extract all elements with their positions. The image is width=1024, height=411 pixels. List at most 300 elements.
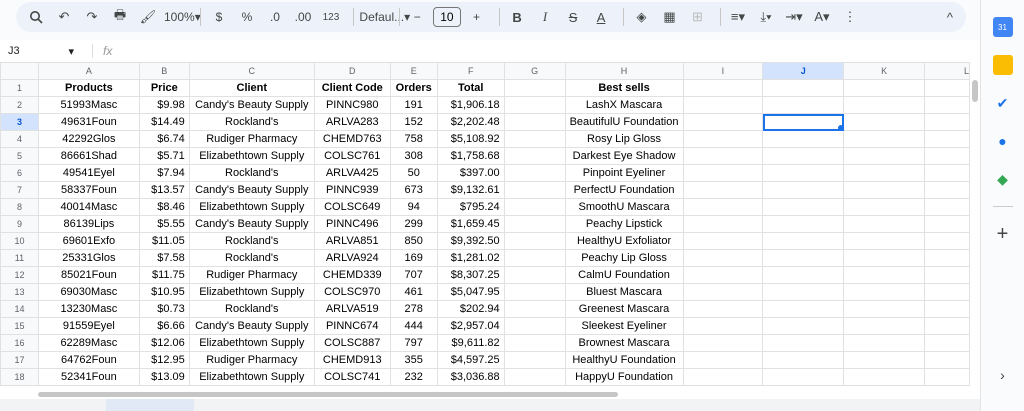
cell-price[interactable]: $0.73 (139, 301, 189, 318)
cell-orders[interactable]: 355 (390, 352, 437, 369)
column-header-k[interactable]: K (844, 63, 925, 80)
cell-total[interactable]: $8,307.25 (437, 267, 504, 284)
cell[interactable] (763, 216, 844, 233)
cell-client[interactable]: Candy's Beauty Supply (189, 216, 314, 233)
cell[interactable] (504, 80, 565, 97)
cell-price[interactable]: $11.75 (139, 267, 189, 284)
cell[interactable] (844, 199, 925, 216)
cell-price[interactable]: $8.46 (139, 199, 189, 216)
more-formats-button[interactable]: 123 (322, 11, 340, 23)
cell[interactable] (844, 301, 925, 318)
add-icon[interactable]: + (996, 222, 1009, 245)
cell-best-sells[interactable]: Brownest Mascara (565, 335, 683, 352)
cell-client[interactable]: Elizabethtown Supply (189, 148, 314, 165)
column-header-h[interactable]: H (565, 63, 683, 80)
cell[interactable] (683, 233, 763, 250)
row-header[interactable]: 2 (1, 97, 39, 114)
cell-client[interactable]: Elizabethtown Supply (189, 199, 314, 216)
cell-best-sells[interactable]: Pinpoint Eyeliner (565, 165, 683, 182)
cell[interactable] (683, 369, 763, 386)
italic-button[interactable]: I (542, 9, 548, 24)
cell[interactable] (844, 216, 925, 233)
cell-orders[interactable]: 673 (390, 182, 437, 199)
cell-best-sells[interactable]: Rosy Lip Gloss (565, 131, 683, 148)
cell-total[interactable]: $397.00 (437, 165, 504, 182)
cell[interactable] (763, 182, 844, 199)
strikethrough-button[interactable]: S (568, 9, 578, 25)
row-header[interactable]: 15 (1, 318, 39, 335)
column-header-b[interactable]: B (139, 63, 189, 80)
cell-total[interactable]: $9,392.50 (437, 233, 504, 250)
cell-orders[interactable]: 461 (390, 284, 437, 301)
header-client-code[interactable]: Client Code (314, 80, 390, 97)
cell-price[interactable]: $13.09 (139, 369, 189, 386)
cell[interactable] (844, 335, 925, 352)
cell[interactable] (925, 80, 970, 97)
cell[interactable] (504, 318, 565, 335)
table-row (1, 301, 970, 318)
cell[interactable] (683, 148, 763, 165)
formula-bar (0, 40, 980, 62)
cell-product[interactable]: 40014Masc (38, 199, 139, 216)
cell-total[interactable]: $1,281.02 (437, 250, 504, 267)
column-header-l[interactable]: L (925, 63, 970, 80)
cell[interactable] (925, 148, 970, 165)
cell[interactable] (683, 267, 763, 284)
cell[interactable] (683, 284, 763, 301)
percent-format-button[interactable]: % (241, 10, 253, 24)
cell-total[interactable]: $202.94 (437, 301, 504, 318)
cell-price[interactable]: $5.55 (139, 216, 189, 233)
contacts-icon[interactable]: ● (998, 133, 1007, 149)
cell[interactable] (763, 284, 844, 301)
cell[interactable] (844, 233, 925, 250)
cell-client[interactable]: Rudiger Pharmacy (189, 131, 314, 148)
cell[interactable] (504, 199, 565, 216)
cell-best-sells[interactable]: Sleekest Eyeliner (565, 318, 683, 335)
cell[interactable] (844, 114, 925, 131)
cell-total[interactable]: $5,047.95 (437, 284, 504, 301)
cell-price[interactable]: $6.66 (139, 318, 189, 335)
cell-product[interactable]: 13230Masc (38, 301, 139, 318)
cell-client[interactable]: Candy's Beauty Supply (189, 318, 314, 335)
sheet-tabs-bar (0, 399, 980, 411)
cell[interactable] (844, 182, 925, 199)
cell[interactable] (683, 97, 763, 114)
row-header[interactable]: 16 (1, 335, 39, 352)
decrease-decimal-button[interactable]: .0 (269, 10, 280, 24)
decrease-font-size-button[interactable]: − (413, 10, 421, 24)
cell[interactable] (925, 335, 970, 352)
cell-best-sells[interactable]: Peachy Lip Gloss (565, 250, 683, 267)
cell[interactable] (925, 165, 970, 182)
cell-client-code[interactable]: COLSC761 (314, 148, 390, 165)
header-products[interactable]: Products (38, 80, 139, 97)
header-orders[interactable]: Orders (390, 80, 437, 97)
row-header[interactable]: 5 (1, 148, 39, 165)
scrollbar-thumb[interactable] (972, 80, 978, 102)
cell[interactable] (925, 97, 970, 114)
cell-client[interactable]: Rockland's (189, 165, 314, 182)
redo-icon[interactable]: ↷ (86, 9, 98, 24)
cell-client-code[interactable]: PINNC496 (314, 216, 390, 233)
cell[interactable] (683, 114, 763, 131)
cell-total[interactable]: $1,906.18 (437, 97, 504, 114)
cell-product[interactable]: 64762Foun (38, 352, 139, 369)
cell[interactable] (925, 199, 970, 216)
cell[interactable] (844, 148, 925, 165)
cell-best-sells[interactable]: Darkest Eye Shadow (565, 148, 683, 165)
cell-price[interactable]: $13.57 (139, 182, 189, 199)
cell[interactable] (683, 335, 763, 352)
cell[interactable] (504, 114, 565, 131)
vertical-align-icon[interactable]: ⤓▾ (760, 9, 772, 24)
increase-font-size-button[interactable]: + (473, 10, 481, 24)
cell[interactable] (683, 352, 763, 369)
cell[interactable] (925, 352, 970, 369)
cell-client-code[interactable]: ARLVA283 (314, 114, 390, 131)
cell[interactable] (844, 352, 925, 369)
cell-client-code[interactable]: COLSC741 (314, 369, 390, 386)
cell-client[interactable]: Rudiger Pharmacy (189, 267, 314, 284)
cell-price[interactable]: $11.05 (139, 233, 189, 250)
cell-best-sells[interactable]: HappyU Foundation (565, 369, 683, 386)
row-header[interactable]: 13 (1, 284, 39, 301)
cell-client[interactable]: Rockland's (189, 250, 314, 267)
cell-total[interactable]: $795.24 (437, 199, 504, 216)
cell[interactable] (925, 301, 970, 318)
table-row (1, 352, 970, 369)
collapse-toolbar-icon[interactable]: ^ (946, 9, 954, 25)
cell[interactable] (504, 301, 565, 318)
cell[interactable] (683, 216, 763, 233)
row-header[interactable]: 1 (1, 80, 39, 97)
table-row (1, 369, 970, 386)
cell[interactable] (504, 216, 565, 233)
cell-client[interactable]: Elizabethtown Supply (189, 284, 314, 301)
cell[interactable] (763, 131, 844, 148)
cell[interactable] (763, 267, 844, 284)
row-header[interactable]: 12 (1, 267, 39, 284)
cell[interactable] (763, 301, 844, 318)
header-price[interactable]: Price (139, 80, 189, 97)
row-header[interactable]: 11 (1, 250, 39, 267)
cell[interactable] (504, 165, 565, 182)
cell[interactable] (763, 250, 844, 267)
fill-color-icon[interactable]: ◈ (636, 9, 647, 24)
font-select[interactable] (359, 5, 411, 29)
cell-total[interactable]: $9,611.82 (437, 335, 504, 352)
row-header[interactable]: 7 (1, 182, 39, 199)
cell-best-sells[interactable]: Greenest Mascara (565, 301, 683, 318)
cell[interactable] (504, 250, 565, 267)
cell-product[interactable]: 86661Shad (38, 148, 139, 165)
horizontal-scrollbar[interactable] (0, 389, 980, 399)
text-wrap-icon[interactable]: ⇥▾ (785, 9, 803, 24)
cell-best-sells[interactable]: LashX Mascara (565, 97, 683, 114)
cell-client[interactable]: Candy's Beauty Supply (189, 182, 314, 199)
cell-price[interactable]: $6.74 (139, 131, 189, 148)
tasks-icon[interactable]: ✔ (996, 94, 1009, 111)
increase-decimal-button[interactable]: .00 (294, 10, 312, 24)
cell-client-code[interactable]: ARLVA425 (314, 165, 390, 182)
cell-product[interactable]: 49541Eyel (38, 165, 139, 182)
cell-client-code[interactable]: PINNC939 (314, 182, 390, 199)
cell-client[interactable]: Rockland's (189, 301, 314, 318)
table-row (1, 250, 970, 267)
cell[interactable] (844, 250, 925, 267)
cell[interactable] (504, 267, 565, 284)
cell[interactable] (844, 318, 925, 335)
zoom-select[interactable] (164, 5, 201, 29)
cell[interactable] (683, 250, 763, 267)
cell-orders[interactable]: 94 (390, 199, 437, 216)
cell-client[interactable]: Rudiger Pharmacy (189, 352, 314, 369)
cell-price[interactable]: $5.71 (139, 148, 189, 165)
calendar-icon[interactable]: 31 (993, 17, 1013, 37)
cell[interactable] (504, 352, 565, 369)
cell-total[interactable]: $3,036.88 (437, 369, 504, 386)
cell-orders[interactable]: 278 (390, 301, 437, 318)
keep-icon[interactable] (993, 55, 1013, 75)
cell[interactable] (925, 250, 970, 267)
cell-orders[interactable]: 169 (390, 250, 437, 267)
cell[interactable] (763, 318, 844, 335)
column-header-f[interactable]: F (437, 63, 504, 80)
cell-orders[interactable]: 758 (390, 131, 437, 148)
cell-best-sells[interactable]: Bluest Mascara (565, 284, 683, 301)
cell[interactable] (844, 369, 925, 386)
cell[interactable] (504, 97, 565, 114)
cell[interactable] (925, 318, 970, 335)
cell[interactable] (925, 284, 970, 301)
cell-orders[interactable]: 50 (390, 165, 437, 182)
cell-product[interactable]: 69030Masc (38, 284, 139, 301)
cell-product[interactable]: 69601Exfo (38, 233, 139, 250)
merge-cells-icon[interactable]: ⊞ (692, 9, 703, 24)
cell[interactable] (925, 114, 970, 131)
name-box[interactable] (0, 45, 80, 58)
selected-cell[interactable] (763, 114, 844, 131)
cell[interactable] (925, 267, 970, 284)
horizontal-align-icon[interactable]: ≡▾ (730, 9, 746, 24)
cell[interactable] (504, 284, 565, 301)
cell[interactable] (763, 335, 844, 352)
row-header[interactable]: 8 (1, 199, 39, 216)
search-icon[interactable] (24, 5, 48, 29)
cell[interactable] (925, 233, 970, 250)
select-all-corner[interactable] (1, 63, 39, 80)
column-header-g[interactable]: G (504, 63, 565, 80)
cell[interactable] (844, 284, 925, 301)
cell[interactable] (925, 216, 970, 233)
header-total[interactable]: Total (437, 80, 504, 97)
cell[interactable] (504, 148, 565, 165)
cell-client-code[interactable]: CHEMD763 (314, 131, 390, 148)
cell[interactable] (763, 148, 844, 165)
spreadsheet-grid[interactable] (0, 62, 970, 389)
fill-handle[interactable] (838, 125, 844, 131)
maps-icon[interactable]: ◆ (997, 170, 1008, 187)
print-icon[interactable]: 🖶 (113, 7, 127, 22)
cell-client[interactable]: Candy's Beauty Supply (189, 97, 314, 114)
cell-orders[interactable]: 797 (390, 335, 437, 352)
row-header[interactable]: 17 (1, 352, 39, 369)
paint-format-icon[interactable]: 🖌 (139, 9, 157, 24)
cell[interactable] (925, 131, 970, 148)
cell-client-code[interactable]: PINNC674 (314, 318, 390, 335)
cell-client-code[interactable]: ARLVA924 (314, 250, 390, 267)
cell-product[interactable]: 51993Masc (38, 97, 139, 114)
cell-price[interactable]: $10.95 (139, 284, 189, 301)
cell-total[interactable]: $2,202.48 (437, 114, 504, 131)
cell[interactable] (763, 233, 844, 250)
cell-price[interactable]: $9.98 (139, 97, 189, 114)
cell-best-sells[interactable]: BeautifulU Foundation (565, 114, 683, 131)
cell[interactable] (683, 182, 763, 199)
cell-total[interactable]: $5,108.92 (437, 131, 504, 148)
cell-client-code[interactable]: CHEMD339 (314, 267, 390, 284)
scrollbar-thumb[interactable] (38, 392, 618, 397)
cell-product[interactable]: 25331Glos (38, 250, 139, 267)
cell-client[interactable]: Rockland's (189, 233, 314, 250)
cell[interactable] (763, 199, 844, 216)
cell-client[interactable]: Rockland's (189, 114, 314, 131)
cell[interactable] (504, 233, 565, 250)
cell[interactable] (504, 182, 565, 199)
column-header-a[interactable]: A (38, 63, 139, 80)
cell[interactable] (925, 182, 970, 199)
cell-client-code[interactable]: CHEMD913 (314, 352, 390, 369)
column-header-c[interactable]: C (189, 63, 314, 80)
cell-client[interactable]: Elizabethtown Supply (189, 335, 314, 352)
cell-product[interactable]: 58337Foun (38, 182, 139, 199)
cell-orders[interactable]: 299 (390, 216, 437, 233)
header-client[interactable]: Client (189, 80, 314, 97)
font-name: Defaul... (359, 10, 405, 24)
cell[interactable] (844, 97, 925, 114)
row-header[interactable]: 6 (1, 165, 39, 182)
more-options-icon[interactable]: ⋮ (843, 9, 857, 24)
cell[interactable] (504, 369, 565, 386)
cell-product[interactable]: 42292Glos (38, 131, 139, 148)
cell[interactable] (844, 267, 925, 284)
cell-orders[interactable]: 152 (390, 114, 437, 131)
bold-button[interactable]: B (512, 9, 522, 25)
cell-price[interactable]: $7.58 (139, 250, 189, 267)
cell-product[interactable]: 91559Eyel (38, 318, 139, 335)
font-size-input[interactable]: 10 (433, 7, 460, 27)
cell-best-sells[interactable]: SmoothU Mascara (565, 199, 683, 216)
cell-client[interactable]: Elizabethtown Supply (189, 369, 314, 386)
cell-client-code[interactable]: ARLVA519 (314, 301, 390, 318)
cell-orders[interactable]: 850 (390, 233, 437, 250)
cell-orders[interactable]: 232 (390, 369, 437, 386)
cell[interactable] (683, 199, 763, 216)
cell[interactable] (763, 165, 844, 182)
row-header[interactable]: 4 (1, 131, 39, 148)
cell[interactable] (683, 131, 763, 148)
cell-orders[interactable]: 308 (390, 148, 437, 165)
header-best-sells[interactable]: Best sells (565, 80, 683, 97)
cell-orders[interactable]: 191 (390, 97, 437, 114)
borders-icon[interactable]: ▦ (663, 9, 676, 24)
cell-orders[interactable]: 707 (390, 267, 437, 284)
currency-format-button[interactable]: $ (215, 10, 223, 24)
cell[interactable] (504, 131, 565, 148)
cell-total[interactable]: $4,597.25 (437, 352, 504, 369)
cell-client-code[interactable]: PINNC980 (314, 97, 390, 114)
cell-product[interactable]: 52341Foun (38, 369, 139, 386)
cell-total[interactable]: $2,957.04 (437, 318, 504, 335)
cell-price[interactable]: $14.49 (139, 114, 189, 131)
cell-price[interactable]: $12.06 (139, 335, 189, 352)
cell-best-sells[interactable]: Peachy Lipstick (565, 216, 683, 233)
cell[interactable] (504, 335, 565, 352)
table-row (1, 114, 970, 131)
cell-best-sells[interactable]: PerfectU Foundation (565, 182, 683, 199)
cell[interactable] (763, 80, 844, 97)
cell-best-sells[interactable]: HealthyU Exfoliator (565, 233, 683, 250)
formula-input[interactable] (112, 42, 980, 60)
cell[interactable] (683, 80, 763, 97)
column-header-d[interactable]: D (314, 63, 390, 80)
undo-icon[interactable]: ↶ (58, 9, 70, 24)
cell-best-sells[interactable]: HealthyU Foundation (565, 352, 683, 369)
text-color-button[interactable]: A (596, 9, 606, 25)
cell-product[interactable]: 49631Foun (38, 114, 139, 131)
cell[interactable] (683, 165, 763, 182)
cell-client-code[interactable]: ARLVA851 (314, 233, 390, 250)
cell[interactable] (925, 369, 970, 386)
column-header-e[interactable]: E (390, 63, 437, 80)
cell-total[interactable]: $1,758.68 (437, 148, 504, 165)
cell[interactable] (763, 97, 844, 114)
cell-price[interactable]: $12.95 (139, 352, 189, 369)
sheet-tab[interactable] (106, 399, 194, 411)
cell-client-code[interactable]: COLSC887 (314, 335, 390, 352)
cell-orders[interactable]: 444 (390, 318, 437, 335)
row-header[interactable]: 3 (1, 114, 39, 131)
text-rotation-icon[interactable]: A▾ (814, 9, 830, 24)
cell-client-code[interactable]: COLSC649 (314, 199, 390, 216)
cell[interactable] (844, 131, 925, 148)
cell[interactable] (683, 318, 763, 335)
row-header[interactable]: 9 (1, 216, 39, 233)
cell-product[interactable]: 62289Masc (38, 335, 139, 352)
cell[interactable] (683, 301, 763, 318)
cell-total[interactable]: $1,659.45 (437, 216, 504, 233)
cell-product[interactable]: 85021Foun (38, 267, 139, 284)
cell[interactable] (763, 352, 844, 369)
row-header[interactable]: 14 (1, 301, 39, 318)
cell[interactable] (844, 80, 925, 97)
cell[interactable] (844, 165, 925, 182)
vertical-scrollbar[interactable] (970, 62, 980, 389)
row-header[interactable]: 10 (1, 233, 39, 250)
cell-best-sells[interactable]: CalmU Foundation (565, 267, 683, 284)
row-header[interactable]: 18 (1, 369, 39, 386)
table-row (1, 80, 970, 97)
cell-price[interactable]: $7.94 (139, 165, 189, 182)
cell[interactable] (763, 369, 844, 386)
cell-total[interactable]: $9,132.61 (437, 182, 504, 199)
expand-panel-icon[interactable]: › (1000, 367, 1005, 383)
cell-client-code[interactable]: COLSC970 (314, 284, 390, 301)
column-header-i[interactable]: I (683, 63, 763, 80)
cell-product[interactable]: 86139Lips (38, 216, 139, 233)
column-header-j[interactable]: J (763, 63, 844, 80)
